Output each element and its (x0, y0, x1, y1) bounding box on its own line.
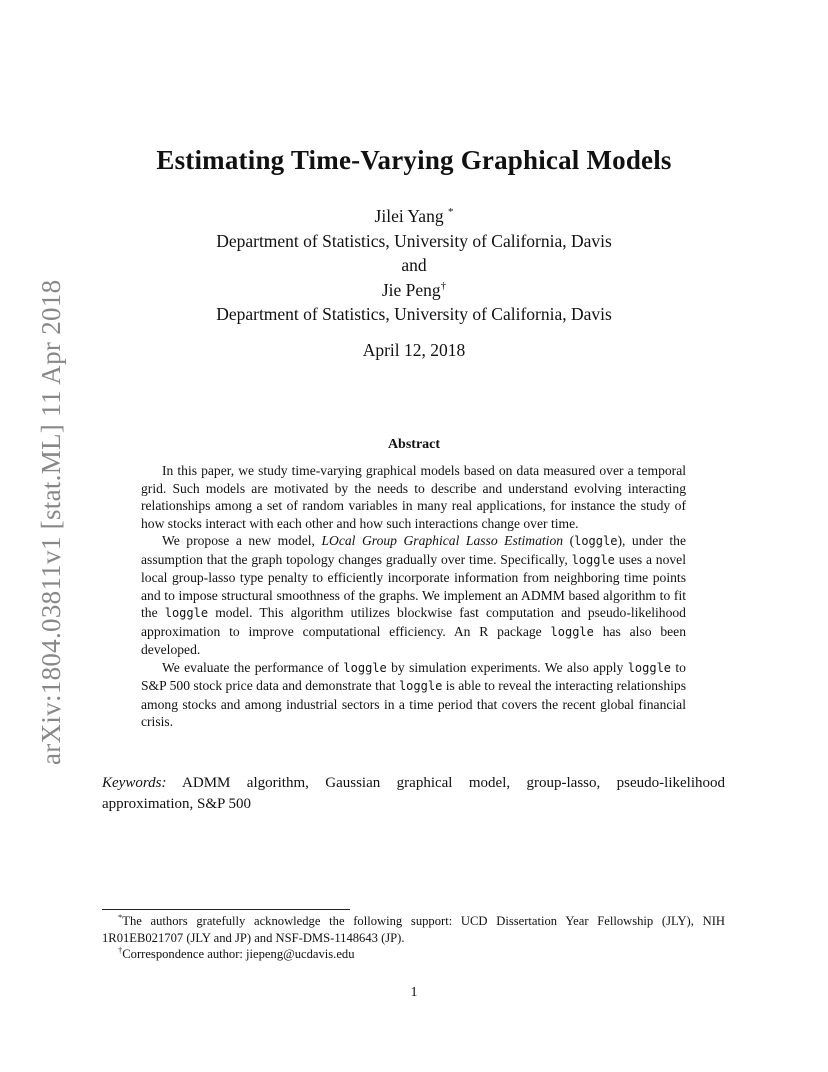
code-loggle: loggle (574, 534, 618, 548)
footnote-2-text: Correspondence author: jiepeng@ucdavis.edu (122, 947, 355, 961)
code-loggle: loggle (164, 606, 209, 620)
footnote-2 (102, 946, 725, 963)
author-1-affiliation: Department of Statistics, University of California, Davis (216, 230, 612, 251)
code-loggle: loggle (571, 552, 615, 567)
code-loggle: loggle (398, 679, 443, 693)
model-name: LOcal Group Graphical Lasso Estimation (321, 533, 564, 548)
author-block (0, 204, 828, 327)
author-2 (0, 278, 828, 303)
abstract-heading: Abstract (387, 437, 441, 452)
abstract-paragraph-1: In this paper, we study time-varying graphical models based on data measured over a temporal grid. Such models are motivated by the needs to describe and understand evolving interacting relationships among a set of random variables in many real applications, for instance the study of how stocks interact with each other and how such interactions change over time. (141, 463, 686, 531)
author-1 (0, 204, 828, 229)
abstract-paragraph-2: We propose a new model, LOcal Group Graphical Lasso Estimation (loggle), under the assumption that the graph topology changes gradually over time. Specifically, loggle uses a novel local group-lasso type penalty to efficiently incorporate information from neighboring time points and to impose structural smoothness of the graphs. We implement an ADMM based algorithm to fit the loggle model. This algorithm utilizes blockwise fast computation and pseudo-likelihood approximation to improve computational efficiency. An R package loggle has also been developed. (141, 533, 687, 657)
code-loggle: loggle (550, 624, 594, 639)
footnote-1 (102, 913, 725, 946)
author-2-affiliation: Department of Statistics, University of California, Davis (216, 304, 612, 324)
arxiv-identifier: arXiv:1804.03811v1 [stat.ML] 11 Apr 2018 (36, 279, 66, 765)
paper-title: Estimating Time-Varying Graphical Models (156, 145, 672, 175)
code-loggle: loggle (343, 660, 387, 675)
footnote-1-mark: * (118, 911, 123, 922)
keywords-text: ADMM algorithm, Gaussian graphical model, group-lasso, pseudo-likelihood approximation, S&P 500 (102, 775, 725, 812)
footnote-1-text: The authors gratefully acknowledge the following support: UCD Dissertation Year Fellowship (JLY), NIH 1R01EB021707 (JLY and JP) and NSF-DMS-1148643 (JP). (102, 914, 725, 945)
keywords (102, 773, 725, 815)
author-conjunction: and (401, 255, 427, 275)
abstract-body (141, 462, 686, 731)
author-1-name: Jilei Yang (374, 206, 444, 226)
paper-date: April 12, 2018 (362, 340, 466, 360)
page-number: 1 (410, 985, 418, 1000)
footnote-divider (102, 909, 350, 910)
author-2-footnote-mark: † (440, 279, 447, 292)
code-loggle: loggle (627, 660, 672, 675)
abstract-paragraph-3: We evaluate the performance of loggle by simulation experiments. We also apply loggle to S&P 500 stock price data and demonstrate that loggle is able to reveal the interacting relationships among stocks and among industrial sectors in a time period that covers the recent global financial crisis. (141, 659, 686, 729)
footnotes (102, 913, 725, 963)
author-1-footnote-mark: * (447, 206, 454, 219)
author-2-name: Jie Peng (381, 279, 441, 300)
keywords-label: Keywords: (102, 775, 167, 791)
footnote-2-mark: † (118, 944, 123, 955)
